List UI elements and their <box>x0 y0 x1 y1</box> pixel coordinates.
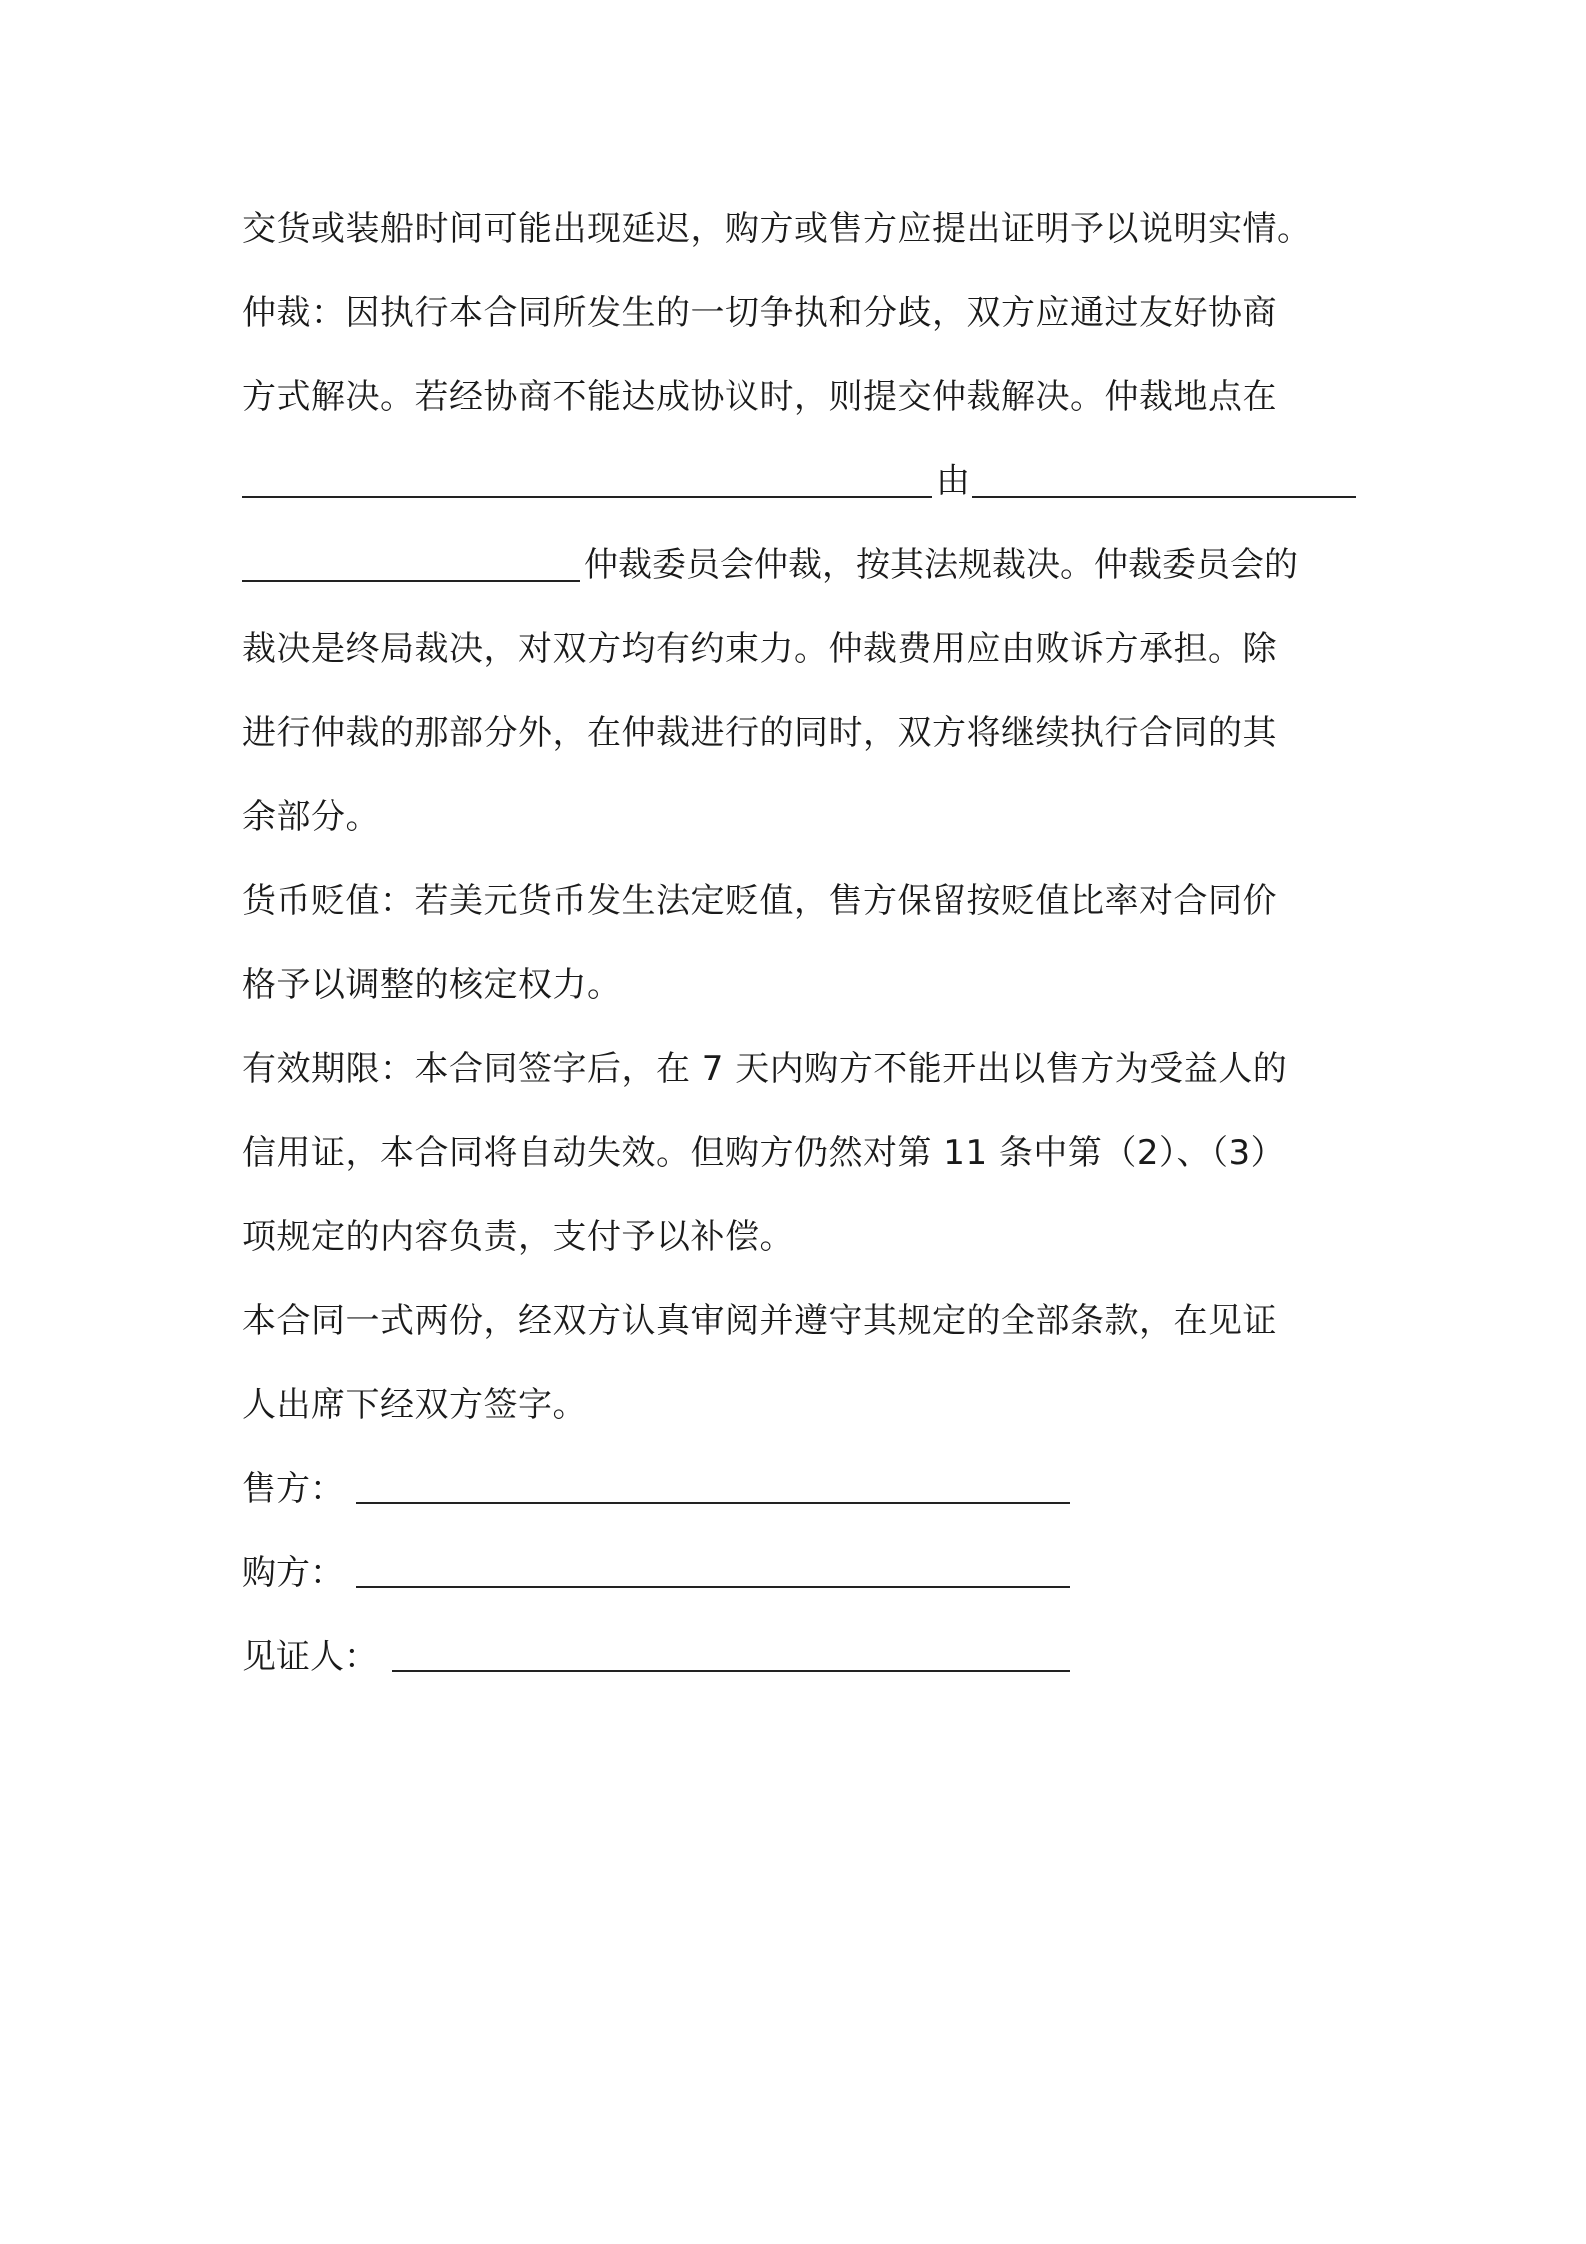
seller-signature-field[interactable] <box>356 1502 1070 1504</box>
witness-label: 见证人： <box>242 1637 378 1677</box>
text-line-13: 项规定的内容负责，支付予以补偿。 <box>242 1217 794 1257</box>
text-line-1: 交货或装船时间可能出现延迟，购方或售方应提出证明予以说明实情。 <box>242 209 1312 249</box>
text-line-11: 有效期限：本合同签字后，在 7 天内购方不能开出以售方为受益人的 <box>242 1049 1288 1089</box>
seller-label: 售方： <box>242 1469 344 1509</box>
text-you: 由 <box>936 461 970 501</box>
text-line-2: 仲裁：因执行本合同所发生的一切争执和分歧，双方应通过友好协商 <box>242 293 1277 333</box>
witness-signature-field[interactable] <box>392 1670 1070 1672</box>
text-line-15: 人出席下经双方签字。 <box>242 1385 587 1425</box>
arbitration-body-blank-1[interactable] <box>972 496 1356 498</box>
arbitration-place-blank[interactable] <box>242 496 932 498</box>
text-line-14: 本合同一式两份，经双方认真审阅并遵守其规定的全部条款，在见证 <box>242 1301 1277 1341</box>
buyer-signature-field[interactable] <box>356 1586 1070 1588</box>
text-line-7: 进行仲裁的那部分外，在仲裁进行的同时，双方将继续执行合同的其 <box>242 713 1277 753</box>
text-line-6: 裁决是终局裁决，对双方均有约束力。仲裁费用应由败诉方承担。除 <box>242 629 1277 669</box>
text-line-8: 余部分。 <box>242 797 380 837</box>
buyer-label: 购方： <box>242 1553 344 1593</box>
text-line-3: 方式解决。若经协商不能达成协议时，则提交仲裁解决。仲裁地点在 <box>242 377 1277 417</box>
text-line-5: 仲裁委员会仲裁，按其法规裁决。仲裁委员会的 <box>584 545 1298 585</box>
text-line-12: 信用证，本合同将自动失效。但购方仍然对第 11 条中第（2）、（3） <box>242 1133 1286 1173</box>
text-line-10: 格予以调整的核定权力。 <box>242 965 622 1005</box>
arbitration-body-blank-2[interactable] <box>242 580 580 582</box>
text-line-9: 货币贬值：若美元货币发生法定贬值，售方保留按贬值比率对合同价 <box>242 881 1277 921</box>
